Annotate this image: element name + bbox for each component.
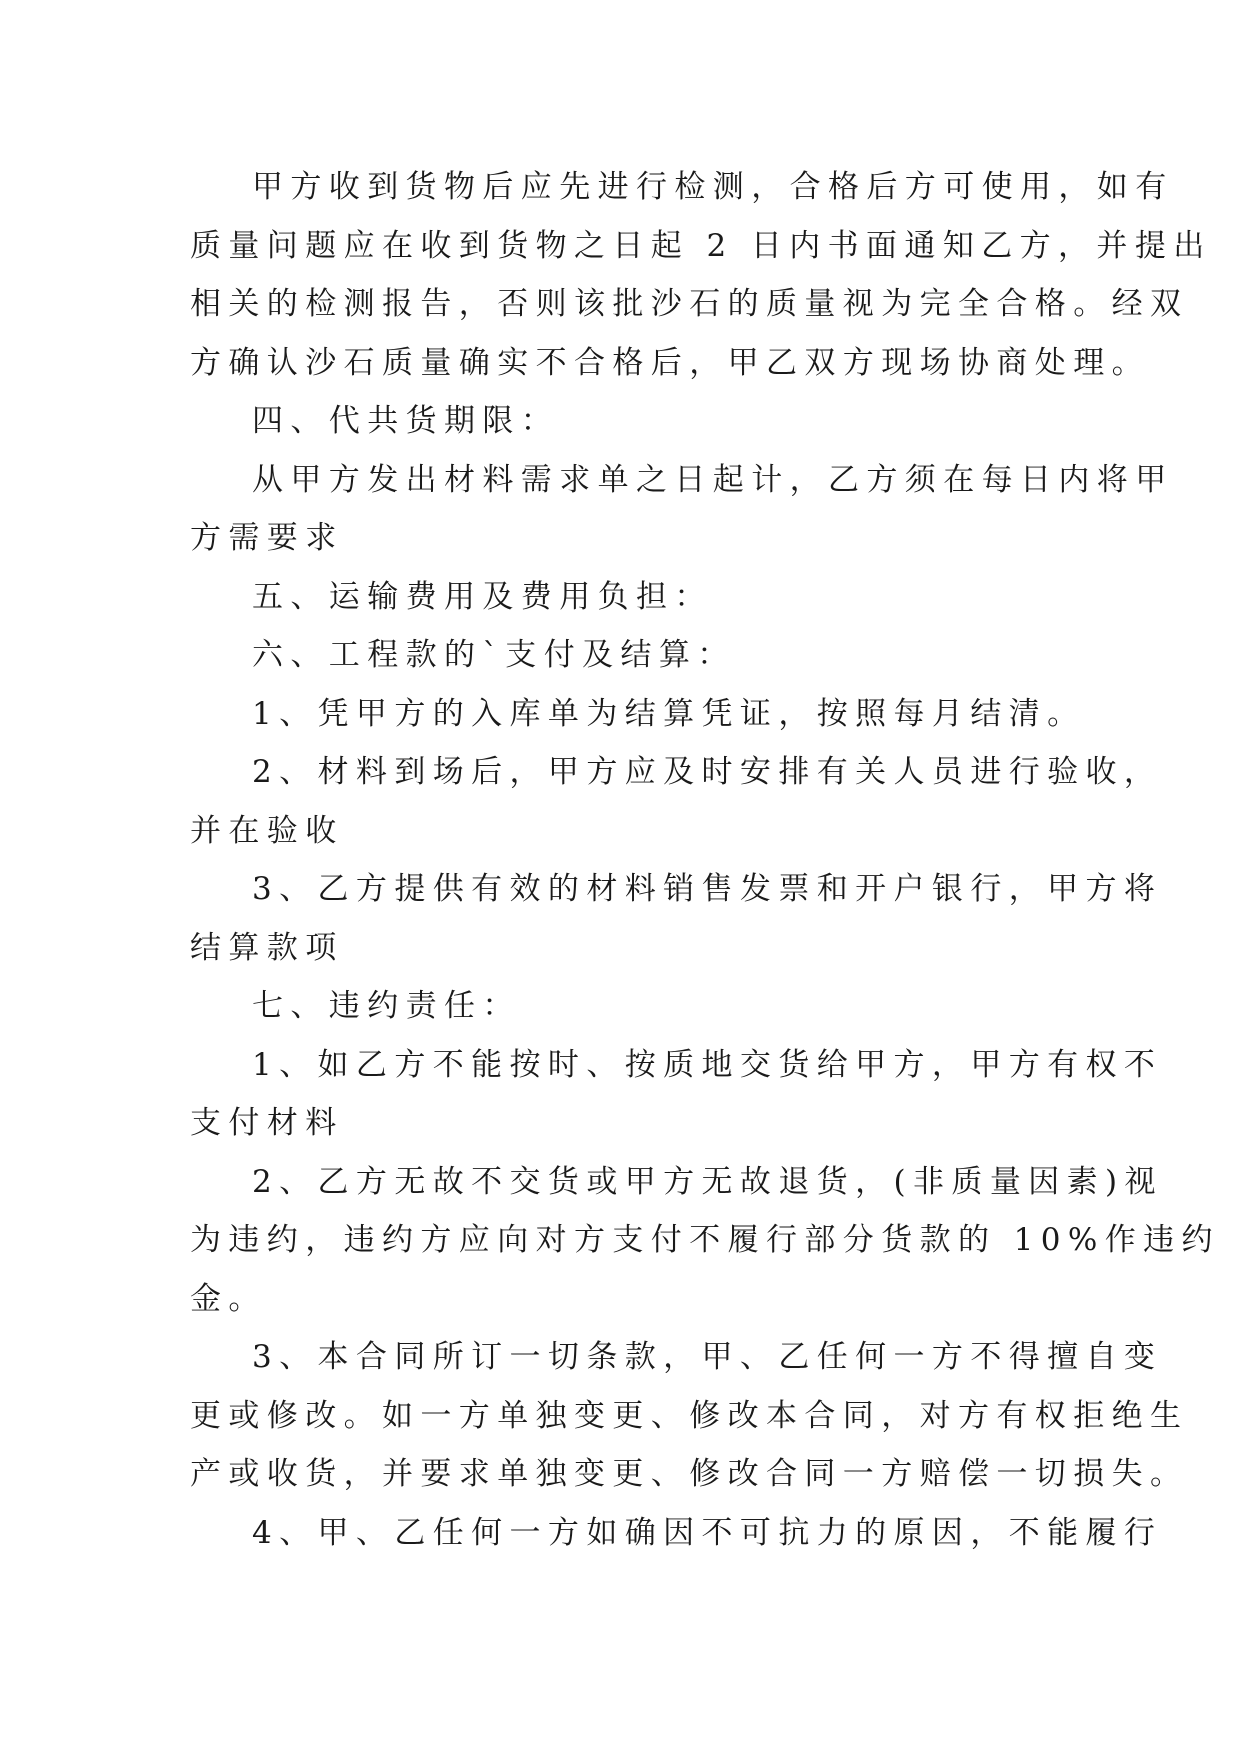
- text-line: 质量问题应在收到货物之日起 2 日内书面通知乙方，并提出: [190, 227, 1212, 264]
- text-line: 2、乙方无故不交货或甲方无故退货，(非质量因素)视: [252, 1163, 1163, 1200]
- paragraph-p7: [190, 743, 1163, 860]
- text-line: 方确认沙石质量确实不合格后，甲乙双方现场协商处理。: [190, 344, 1150, 381]
- paragraph-p13: [190, 1504, 1163, 1563]
- text-line: 3、本合同所订一切条款，甲、乙任何一方不得擅自变: [252, 1339, 1163, 1375]
- text-line: 1、凭甲方的入库单为结算凭证，按照每月结清。: [252, 695, 1086, 732]
- text-line: 金。: [190, 1280, 267, 1317]
- text-line: 并在验收: [190, 812, 344, 849]
- text-line: 2、材料到场后，甲方应及时安排有关人员进行验收，: [252, 754, 1163, 790]
- text-line: 产或收货，并要求单独变更、修改合同一方赔偿一切损失。: [190, 1456, 1189, 1492]
- paragraph-p8: [190, 860, 1163, 977]
- text-line: 甲方收到货物后应先进行检测，合格后方可使用，如有: [252, 169, 1174, 205]
- text-line: 3、乙方提供有效的材料销售发票和开户银行，甲方将: [252, 871, 1163, 907]
- text-line: 1、如乙方不能按时、按质地交货给甲方，甲方有权不: [252, 1046, 1163, 1083]
- paragraph-p12: [190, 1328, 1189, 1504]
- paragraph-p11: [190, 1153, 1220, 1329]
- text-line: 为违约，违约方应向对方支付不履行部分货款的 10%作违约: [190, 1222, 1220, 1258]
- paragraph-p9: [190, 977, 1056, 1036]
- text-line: 更或修改。如一方单独变更、修改本合同，对方有权拒绝生: [190, 1397, 1189, 1434]
- text-line: 相关的检测报告，否则该批沙石的质量视为完全合格。经双: [190, 286, 1189, 322]
- text-line: 从甲方发出材料需求单之日起计，乙方须在每日内将甲: [252, 461, 1174, 498]
- paragraph-p2: [190, 392, 1056, 451]
- text-line: 四、代共货期限：: [252, 403, 560, 439]
- paragraph-p4: [190, 568, 1056, 627]
- text-line: 六、工程款的`支付及结算：: [252, 637, 736, 673]
- paragraph-p1: [190, 158, 1212, 392]
- text-line: 方需要求: [190, 520, 344, 556]
- text-line: 五、运输费用及费用负担：: [252, 578, 713, 615]
- paragraph-p10: [190, 1036, 1163, 1153]
- text-line: 支付材料: [190, 1105, 344, 1141]
- text-line: 4、甲、乙任何一方如确因不可抗力的原因，不能履行: [252, 1514, 1163, 1551]
- text-line: 结算款项: [190, 929, 344, 966]
- paragraph-p6: [190, 685, 1086, 744]
- document-page: [190, 158, 1220, 1562]
- paragraph-p5: [190, 626, 1056, 685]
- paragraph-p3: [190, 451, 1174, 568]
- text-line: 七、违约责任：: [252, 988, 521, 1024]
